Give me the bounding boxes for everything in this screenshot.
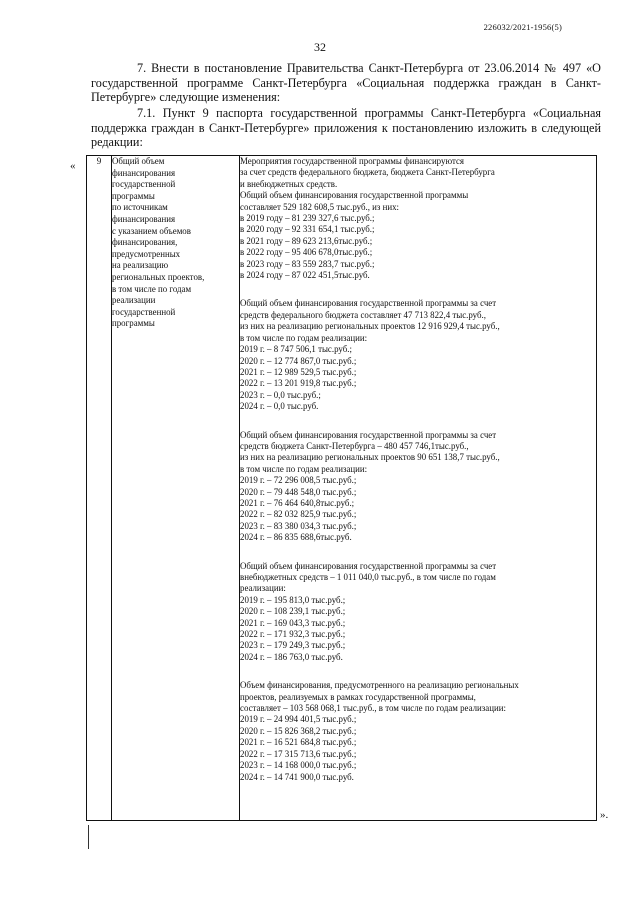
funding-line: 2020 г. – 12 774 867,0 тыс.руб.;	[240, 355, 357, 366]
funding-block	[240, 156, 596, 281]
paragraph-7	[91, 61, 601, 105]
funding-line: 2022 г. – 82 032 825,9 тыс.руб.;	[240, 509, 357, 520]
funding-line: из них на реализацию региональных проектов 12 916 929,4 тыс.руб.,	[240, 321, 500, 332]
funding-line: 2022 г. – 171 932,3 тыс.руб.;	[240, 629, 346, 640]
paragraph-7-1-text: 7.1. Пункт 9 паспорта государственной программы Санкт-Петербурга «Социальная поддержка граждан в Санкт-Петербурге» приложения к постановлению изложить в следующей редакции:	[91, 106, 601, 150]
funding-line: Объем финансирования, предусмотренного на реализацию региональных	[240, 680, 519, 691]
passport-table	[86, 155, 597, 821]
funding-line: 2021 г. – 169 043,3 тыс.руб.;	[240, 617, 346, 628]
row-content-cell	[240, 156, 597, 821]
funding-line: в 2024 году – 87 022 451,5тыс.руб.	[240, 270, 370, 281]
funding-line: из них на реализацию региональных проектов 90 651 138,7 тыс.руб.,	[240, 452, 500, 463]
funding-line: составляет 529 182 608,5 тыс.руб., из них:	[240, 201, 400, 212]
funding-line: средств федерального бюджета составляет 47 713 822,4 тыс.руб.,	[240, 309, 486, 320]
row-name-line: Общий объем	[112, 156, 165, 166]
funding-line: за счет средств федерального бюджета, бюджета Санкт-Петербурга	[240, 167, 495, 178]
funding-line: средств бюджета Санкт-Петербурга – 480 457 746,1тыс.руб.,	[240, 440, 469, 451]
funding-line: 2023 г. – 83 380 034,3 тыс.руб.;	[240, 520, 357, 531]
funding-line: реализации:	[240, 583, 286, 594]
funding-line: проектов, реализуемых в рамках государственной программы,	[240, 691, 476, 702]
row-name-line: на реализацию	[112, 260, 169, 271]
funding-block	[240, 298, 596, 412]
row-name-line: в том числе по годам	[112, 283, 192, 294]
paragraph-7-1	[91, 106, 601, 150]
row-name-line: финансирования	[112, 167, 176, 178]
funding-line: 2021 г. – 76 464 640,8тыс.руб.;	[240, 497, 355, 508]
opening-quote: «	[70, 160, 76, 172]
funding-line: 2020 г. – 79 448 548,0 тыс.руб.;	[240, 486, 357, 497]
funding-line: 2023 г. – 179 249,3 тыс.руб.;	[240, 640, 346, 651]
row-name-line: финансирования,	[112, 237, 178, 248]
paragraph-7-text: 7. Внести в постановление Правительства Санкт-Петербурга от 23.06.2014 № 497 «О государственной программе Санкт-Петербурга «Социальная поддержка граждан в Санкт-Петербурге» следующие изменения:	[91, 61, 601, 105]
funding-line: 2022 г. – 17 315 713,6 тыс.руб.;	[240, 748, 357, 759]
funding-line: 2020 г. – 108 239,1 тыс.руб.;	[240, 606, 346, 617]
funding-line: Общий объем финансирования государственной программы за счет	[240, 298, 497, 309]
funding-line: в 2020 году – 92 331 654,1 тыс.руб.;	[240, 224, 375, 235]
funding-line: и внебюджетных средств.	[240, 178, 338, 189]
funding-line: 2019 г. – 72 296 008,5 тыс.руб.;	[240, 475, 357, 486]
funding-line: в 2022 году – 95 406 678,0тыс.руб.;	[240, 247, 373, 258]
row-name-line: финансирования	[112, 213, 176, 224]
funding-line: Общий объем финансирования государственной программы за счет	[240, 429, 497, 440]
row-name-line: реализации	[112, 295, 156, 306]
funding-line: 2021 г. – 16 521 684,8 тыс.руб.;	[240, 737, 357, 748]
page-number: 32	[314, 40, 326, 54]
row-name-line: программы	[112, 318, 155, 329]
funding-line: 2024 г. – 0,0 тыс.руб.	[240, 401, 319, 412]
funding-line: Мероприятия государственной программы финансируются	[240, 156, 464, 166]
document-id: 226032/2021-1956(5)	[483, 22, 562, 32]
funding-line: 2019 г. – 195 813,0 тыс.руб.;	[240, 594, 346, 605]
row-name-line: государственной	[112, 179, 176, 190]
table-row	[87, 156, 597, 821]
funding-line: составляет – 103 568 068,1 тыс.руб., в том числе по годам реализации:	[240, 703, 506, 714]
funding-line: 2020 г. – 15 826 368,2 тыс.руб.;	[240, 725, 357, 736]
row-name-line: региональных проектов,	[112, 271, 205, 282]
funding-line: Общий объем финансирования государственной программы за счет	[240, 560, 497, 571]
funding-line: внебюджетных средств – 1 011 040,0 тыс.руб., в том числе по годам	[240, 572, 496, 582]
funding-line: 2019 г. – 24 994 401,5 тыс.руб.;	[240, 714, 357, 725]
row-name-line: по источникам	[112, 202, 168, 213]
row-number-cell: 9	[87, 156, 112, 821]
funding-block	[240, 680, 596, 783]
funding-block	[240, 430, 596, 544]
row-name-line: предусмотренных	[112, 248, 181, 259]
margin-mark	[88, 825, 89, 849]
funding-block	[240, 561, 596, 664]
closing-quote: ».	[600, 809, 609, 821]
row-name-cell	[112, 156, 240, 821]
funding-line: 2024 г. – 186 763,0 тыс.руб.	[240, 651, 343, 662]
row-name-line: программы	[112, 190, 155, 201]
funding-line: 2022 г. – 13 201 919,8 тыс.руб.;	[240, 378, 357, 389]
funding-line: в 2023 году – 83 559 283,7 тыс.руб.;	[240, 258, 375, 269]
funding-line: Общий объем финансирования государственной программы	[240, 190, 469, 201]
funding-line: в 2019 году – 81 239 327,6 тыс.руб.;	[240, 213, 375, 224]
row-name-line: государственной	[112, 306, 176, 317]
funding-line: 2024 г. – 14 741 900,0 тыс.руб.	[240, 771, 354, 782]
funding-line: в том числе по годам реализации:	[240, 332, 368, 343]
funding-line: 2021 г. – 12 989 529,5 тыс.руб.;	[240, 366, 357, 377]
funding-line: 2023 г. – 0,0 тыс.руб.;	[240, 389, 321, 400]
funding-line: в том числе по годам реализации:	[240, 463, 368, 474]
funding-line: 2024 г. – 86 835 688,6тыс.руб.	[240, 532, 352, 543]
row-name-line: с указанием объемов	[112, 225, 191, 236]
funding-line: 2023 г. – 14 168 000,0 тыс.руб.;	[240, 760, 357, 771]
funding-line: 2019 г. – 8 747 506,1 тыс.руб.;	[240, 344, 352, 355]
funding-line: в 2021 году – 89 623 213,6тыс.руб.;	[240, 235, 373, 246]
